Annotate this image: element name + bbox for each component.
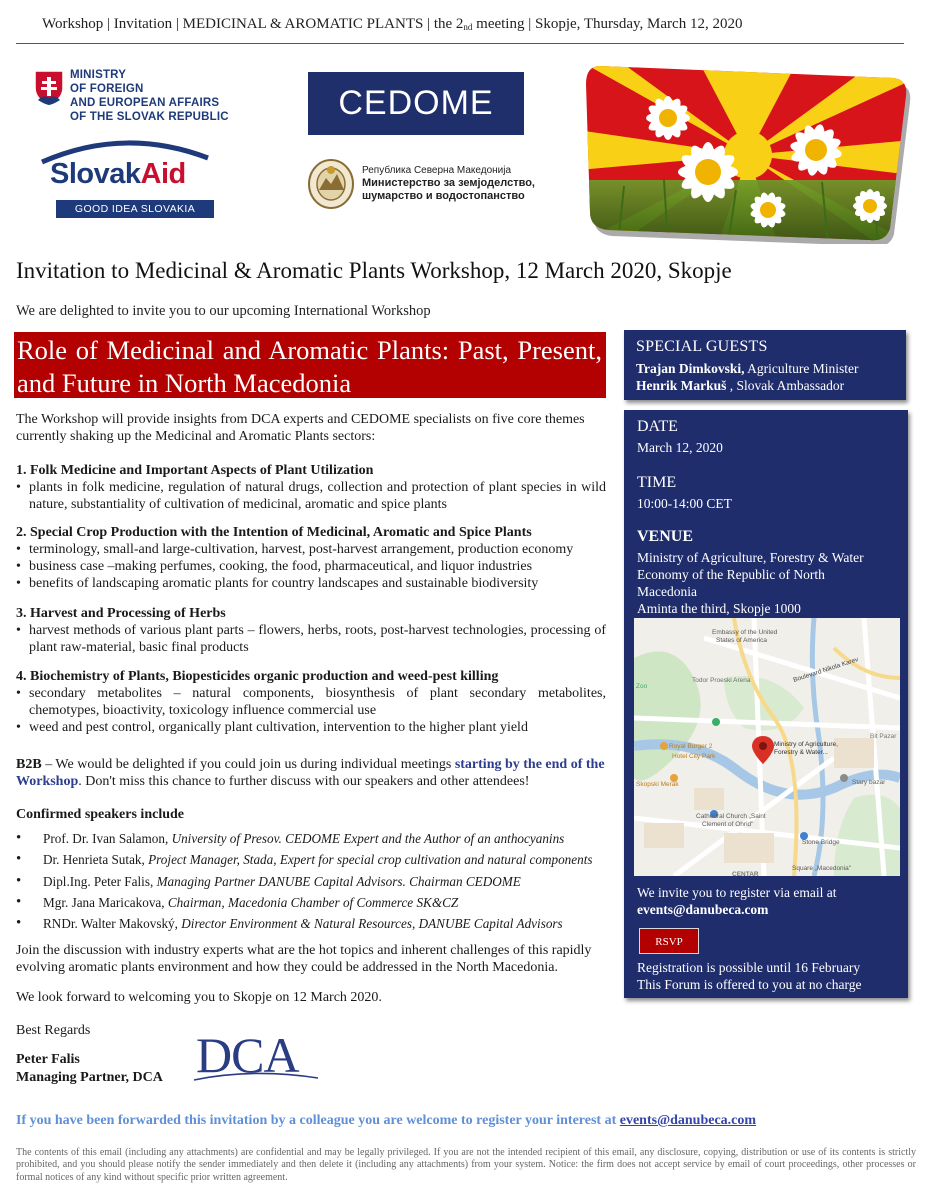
document-header: [42, 16, 742, 33]
venue-line: Macedonia: [637, 584, 697, 599]
speaker-name: Prof. Dr. Ivan Salamon,: [43, 831, 172, 846]
theme-bullet: • business case –making perfumes, cooking, the food, pharmaceutical, and liquor industries: [16, 558, 606, 575]
theme-section: [16, 524, 606, 592]
speaker-role: Project Manager, Stada, Expert for special crop cultivation and natural components: [148, 852, 593, 868]
register-line: We invite you to register via email at: [637, 885, 837, 900]
guest-name: Trajan Dimkovski,: [636, 361, 745, 376]
theme-bullet: • terminology, small-and large-cultivation, harvest, post-harvest arrangement, production economy: [16, 541, 606, 558]
venue-line: Economy of the Republic of North: [637, 567, 825, 582]
speaker-item: [16, 828, 626, 849]
svg-text:Royal Burger 2: Royal Burger 2: [669, 743, 713, 750]
guest-row: [636, 377, 894, 394]
dca-wordmark: DCA: [196, 1027, 299, 1083]
speaker-role: Chairman, Macedonia Chamber of Commerce SK&CZ: [167, 894, 459, 910]
mk-ministry-line: Министерство за земјоделство,: [362, 177, 535, 189]
header-suffix: meeting | Skopje, Thursday, March 12, 2020: [472, 16, 743, 32]
register-email[interactable]: events@danubeca.com: [637, 902, 769, 917]
guest-role: Agriculture Minister: [744, 361, 859, 376]
speaker-item: [16, 892, 626, 913]
registration-note: [637, 959, 861, 993]
theme-title: 4. Biochemistry of Plants, Biopesticides organic production and weed-pest killing: [16, 669, 499, 684]
legal-disclaimer: The contents of this email (including any attachments) are confidential and may be legally privileged. If you are not the intended recipient of this email, any disclosure, copying, distribution or use of its contents is strictly prohibited, and you should please notify the sender immediately and then delete it (including any attachments) from your system. Notice: the firm does not accept service by email of court proceedings, other processes or formal notices of any kind without specific prior written agreement.: [16, 1147, 916, 1183]
svg-text:Hotel City Park: Hotel City Park: [672, 753, 716, 760]
venue-line: Ministry of Agriculture, Forestry & Water: [637, 550, 864, 565]
mofa-line: AND EUROPEAN AFFAIRS: [70, 97, 220, 109]
svg-text:Ministry of Agriculture,: Ministry of Agriculture,: [774, 741, 838, 748]
svg-text:Zoo: Zoo: [636, 683, 648, 690]
registration-deadline: Registration is possible until 16 February: [637, 960, 861, 975]
signature-name: Peter Falis: [16, 1052, 80, 1067]
mofa-logo: [34, 68, 234, 128]
mk-coat-of-arms-icon: [306, 154, 356, 210]
slovakaid-word-a: Slovak: [50, 158, 141, 190]
mofa-line: OF FOREIGN: [70, 83, 144, 95]
svg-text:CENTAR: CENTAR: [732, 871, 759, 876]
svg-text:Embassy of the United: Embassy of the United: [712, 629, 778, 636]
slovakaid-logo: [36, 136, 212, 222]
theme-bullet: • plants in folk medicine, regulation of natural drugs, collection and protection of plant species in wild nature, substantiality of cultivation of medicinal, aromatic and spice plants: [16, 479, 606, 513]
header-prefix: Workshop | Invitation | MEDICINAL & AROMATIC PLANTS | the 2: [42, 16, 464, 32]
slovak-coat-of-arms-icon: [34, 70, 64, 106]
svg-text:Todor Proeski Arena: Todor Proeski Arena: [692, 677, 751, 684]
mk-country: Република Северна Македонија: [362, 165, 512, 176]
speaker-name: Mgr. Jana Maricakova,: [43, 894, 168, 910]
speaker-item: [16, 871, 626, 892]
time-value: 10:00-14:00 CET: [637, 496, 732, 511]
workshop-banner: Role of Medicinal and Aromatic Plants: Past, Present, and Future in North Macedonia: [14, 332, 606, 398]
closing-line: We look forward to welcoming you to Skopje on 12 March 2020.: [16, 990, 382, 1005]
svg-text:Stary bazar: Stary bazar: [852, 779, 886, 786]
register-text: [637, 884, 836, 918]
venue-heading: VENUE: [637, 528, 694, 545]
no-charge-note: This Forum is offered to you at no charge: [637, 977, 862, 992]
guest-row: [636, 360, 894, 377]
register-email-link[interactable]: events@danubeca.com: [619, 1113, 757, 1128]
theme-bullet: • weed and pest control, organically plant cultivation, intervention to the higher plant yield: [16, 719, 606, 736]
mk-ministry-logo: [304, 154, 544, 214]
page-title: Invitation to Medicinal & Aromatic Plants Workshop, 12 March 2020, Skopje: [16, 258, 732, 283]
theme-title: 3. Harvest and Processing of Herbs: [16, 606, 226, 621]
macedonia-flag-daisies-image: [578, 60, 912, 244]
guest-role: , Slovak Ambassador: [726, 378, 845, 393]
theme-bullet: • harvest methods of various plant parts – flowers, herbs, roots, post-harvest technologies, processing of plant raw-material, basic final products: [16, 622, 606, 656]
rsvp-button[interactable]: RSVP: [639, 928, 699, 954]
speaker-name: RNDr. Walter Makovský,: [43, 916, 182, 932]
join-paragraph: Join the discussion with industry experts what are the hot topics and inherent challenges of this rapidly evolving aromatic plants environment and how they could be addressed in the North Macedonia.: [16, 943, 592, 975]
theme-bullet: • benefits of landscaping aromatic plants for country landscapes and sustainable biodiversity: [16, 575, 606, 592]
speaker-name: Dipl.Ing. Peter Falis,: [43, 873, 157, 889]
header-ordinal: nd: [463, 22, 473, 32]
b2b-text: . Don't miss this chance to further discuss with our speakers and other attendees!: [78, 774, 530, 789]
guest-name: Henrik Markuš: [636, 378, 727, 393]
guests-heading: SPECIAL GUESTS: [636, 338, 768, 355]
svg-text:Cathedral Church „Saint: Cathedral Church „Saint: [696, 813, 766, 820]
theme-section: [16, 605, 606, 656]
cedome-logo: CEDOME: [308, 72, 524, 135]
speaker-name: Dr. Henrieta Sutak,: [43, 852, 149, 868]
svg-text:Bit Pazar: Bit Pazar: [870, 733, 897, 740]
speaker-role: Director Environment & Natural Resources, DANUBE Capital Advisors: [181, 916, 563, 932]
mofa-line: OF THE SLOVAK REPUBLIC: [70, 111, 229, 123]
mofa-line: MINISTRY: [70, 69, 127, 81]
mk-ministry-line: шумарство и водостопанство: [362, 190, 525, 202]
svg-text:Square „Macedonia": Square „Macedonia": [792, 865, 852, 872]
speakers-heading: Confirmed speakers include: [16, 807, 184, 822]
svg-text:Forestry & Water...: Forestry & Water...: [774, 749, 828, 756]
date-value: March 12, 2020: [637, 440, 723, 455]
svg-text:Skopski Merak: Skopski Merak: [636, 781, 679, 788]
special-guests-panel: [624, 330, 906, 400]
date-heading: DATE: [637, 418, 678, 435]
lead-paragraph: The Workshop will provide insights from DCA experts and CEDOME specialists on five core themes currently shaking up the Medicinal and Aromatic Plants sectors:: [16, 412, 585, 444]
svg-text:Stone Bridge: Stone Bridge: [802, 839, 840, 846]
regards: Best Regards: [16, 1023, 91, 1038]
theme-title: 2. Special Crop Production with the Intention of Medicinal, Aromatic and Spice Plants: [16, 525, 532, 540]
header-divider: [16, 43, 904, 44]
dca-swoosh-icon: [192, 1070, 322, 1084]
signature-title: Managing Partner, DCA: [16, 1070, 163, 1085]
intro-text: We are delighted to invite you to our upcoming International Workshop: [16, 303, 431, 319]
theme-title: 1. Folk Medicine and Important Aspects of Plant Utilization: [16, 463, 374, 478]
theme-section: [16, 668, 606, 736]
speakers-list: [16, 828, 626, 934]
svg-text:Boulevard Nikola Karev: Boulevard Nikola Karev: [792, 656, 860, 684]
b2b-paragraph: [16, 756, 616, 790]
svg-text:Clement of Ohrid": Clement of Ohrid": [702, 821, 754, 828]
slovakaid-word-b: Aid: [140, 158, 186, 190]
b2b-label: B2B: [16, 757, 42, 772]
svg-text:States of America: States of America: [716, 637, 767, 644]
venue-line: Aminta the third, Skopje 1000: [637, 601, 801, 616]
map-graphic: [634, 618, 900, 876]
speaker-role: University of Presov. CEDOME Expert and the Author of an anthocyanins: [171, 831, 565, 846]
speaker-item: [16, 849, 626, 870]
b2b-highlight: starting by the end of the Workshop: [16, 757, 605, 789]
time-heading: TIME: [637, 474, 677, 491]
theme-section: [16, 462, 606, 513]
b2b-text: – We would be delighted if you could join us during individual meetings: [41, 757, 455, 772]
theme-bullet: • secondary metabolites – natural components, biosynthesis of plant secondary metabolites, chemotypes, bioactivity, toxicology influence commercial use: [16, 685, 606, 719]
event-info-panel: [624, 410, 908, 998]
speaker-role: Managing Partner DANUBE Capital Advisors. Chairman CEDOME: [156, 873, 521, 889]
slovakaid-tagline: GOOD IDEA SLOVAKIA: [56, 200, 214, 218]
forwarded-note: [16, 1113, 756, 1129]
speaker-item: [16, 913, 626, 934]
venue-map[interactable]: [634, 618, 900, 876]
dca-logo: [196, 1027, 324, 1083]
forwarded-text: If you have been forwarded this invitation by a colleague you are welcome to register your interest at: [16, 1113, 620, 1128]
signature: [16, 1051, 163, 1087]
